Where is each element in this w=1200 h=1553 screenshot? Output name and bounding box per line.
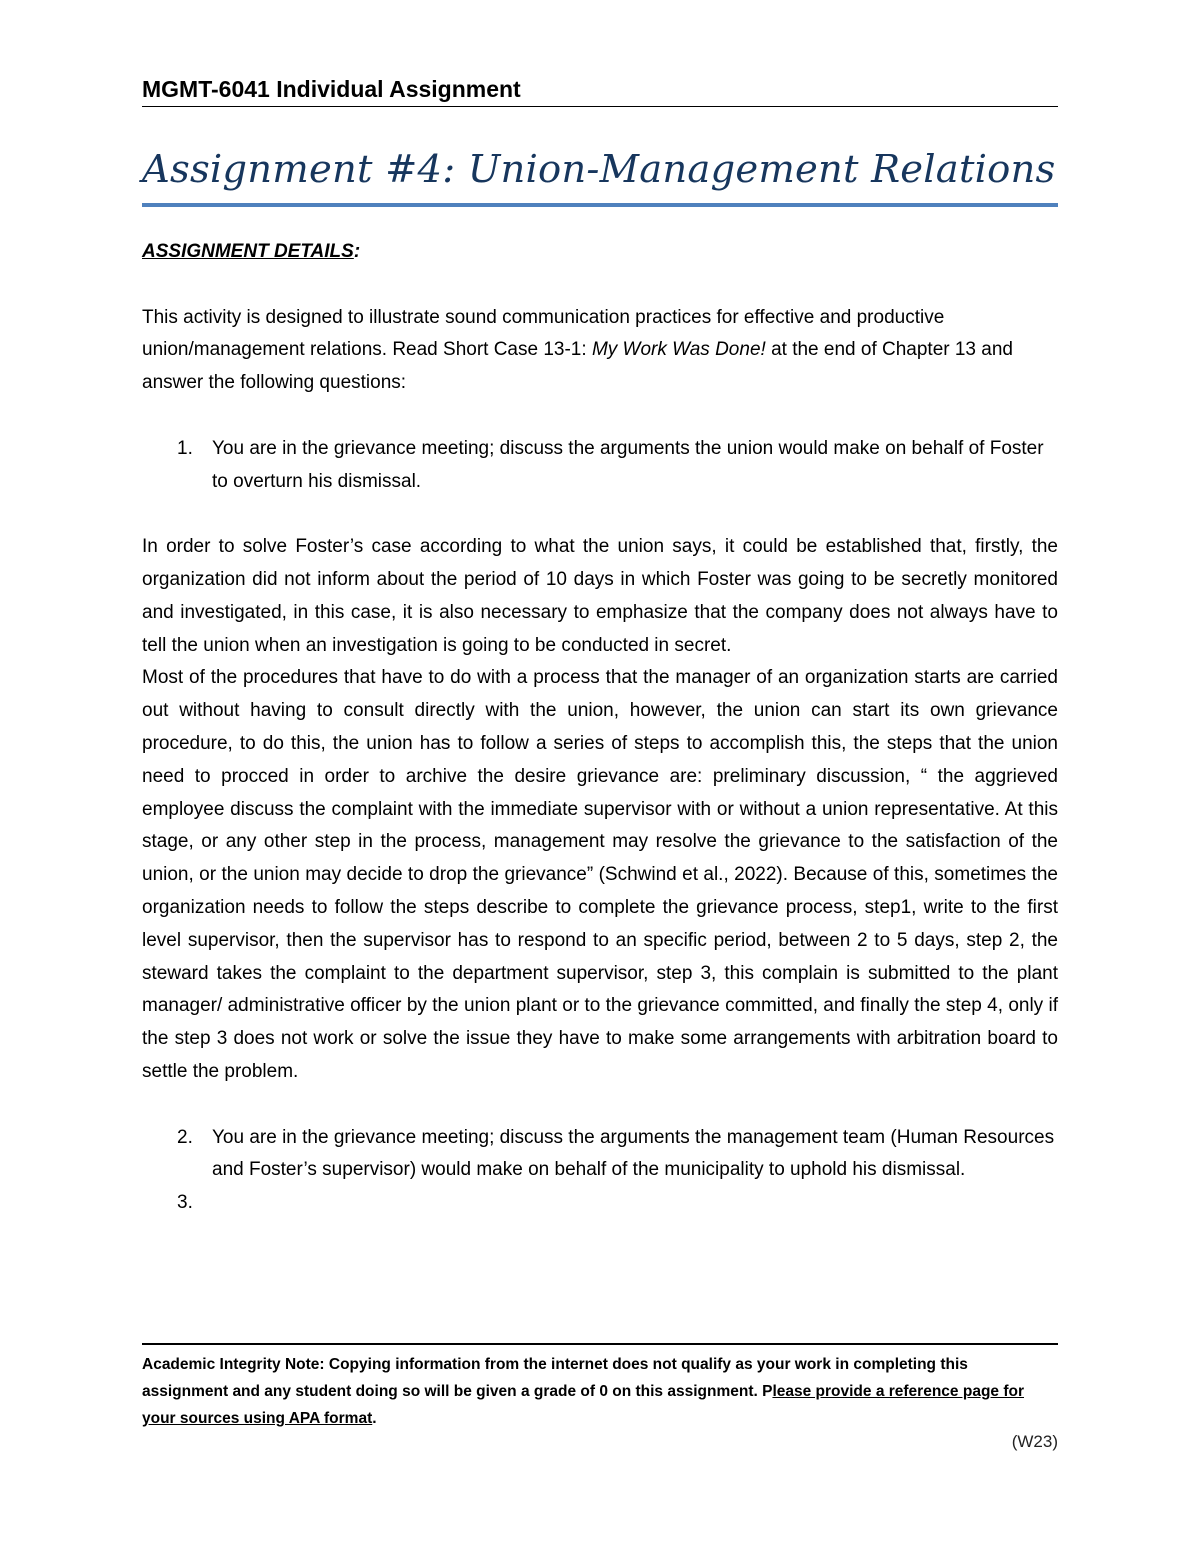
question-number: 2.: [177, 1126, 193, 1148]
answer-paragraph-1: In order to solve Foster’s case according to what the union says, it could be established that, firstly, the organization did not inform about the period of 10 days in which Foster was going to be secretly monitored and investigated, in this case, it is also necessary to emphasize that the company does not always have to tell the union when an investigation is going to be conducted in secret.: [142, 536, 1058, 656]
course-header: MGMT-6041 Individual Assignment: [142, 74, 1058, 107]
assignment-title: Assignment #4: Union-Management Relations: [142, 147, 1056, 192]
title-underline: [142, 203, 1058, 207]
case-title: My Work Was Done!: [591, 339, 766, 361]
intro-text-1: This activity is designed to illustrate sound communication practices for effective and productive union/management relations. Read Short Case 13-1:: [142, 306, 945, 361]
question-text: You are in the grievance meeting; discuss the arguments the management team (Human Resources and Foster’s supervisor) would make on behalf of the municipality to uphold his dismissal.: [212, 1126, 1055, 1181]
document-page: [142, 0, 1058, 1553]
question-2: [177, 1122, 1058, 1188]
intro-paragraph: [142, 302, 1058, 400]
assignment-details-heading: [142, 236, 1058, 269]
document-body: [142, 236, 1058, 1220]
answer-paragraph-2: Most of the procedures that have to do with a process that the manager of an organization starts are carried out without having to consult directly with the union, however, the union can start its own grievance procedure, to do this, the union has to follow a series of steps to accomplish this, the steps that the union need to procced in order to archive the desire grievance are: preliminary discussion, “ the aggrieved employee discuss the complaint with the immediate supervisor with or without a union representative. At this stage, or any other step in the process, management may resolve the grievance to the satisfaction of the union, or the union may decide to drop the grievance” (Schwind et al., 2022). Because of this, sometimes the organization needs to follow the steps describe to complete the grievance process, step1, write to the first level supervisor, then the supervisor has to respond to an specific period, between 2 to 5 days, step 2, the steward takes the complaint to the department supervisor, step 3, this complain is submitted to the plant manager/ administrative officer by the union plant or to the grievance committed, and finally the step 4, only if the step 3 does not work or solve the issue they have to make some arrangements with arbitration board to settle the problem.: [142, 667, 1058, 1082]
version-label: (W23): [1011, 1432, 1058, 1451]
integrity-note-text: Academic Integrity Note: Copying information from the internet does not qualify as your work in completing this assignment and any student doing so will be given a grade of 0 on this assignment. P: [142, 1356, 968, 1400]
question-text: [212, 1187, 1058, 1220]
question-text: You are in the grievance meeting; discuss the arguments the union would make on behalf of Foster to overturn his dismissal.: [212, 437, 1044, 492]
assignment-details-heading-colon: :: [353, 241, 361, 262]
academic-integrity-note: [142, 1343, 1058, 1432]
assignment-details-heading-text: ASSIGNMENT DETAILS: [142, 241, 354, 262]
reference-instruction: lease provide a reference page for your sources using APA format: [142, 1383, 1024, 1427]
question-number: 1.: [177, 437, 193, 459]
question-3: [177, 1187, 1058, 1220]
integrity-note-end: .: [372, 1410, 377, 1427]
question-number: 3.: [177, 1192, 193, 1214]
question-1: [177, 433, 1058, 499]
intro-text-2: at the end of Chapter 13 and answer the following questions:: [142, 339, 1013, 394]
